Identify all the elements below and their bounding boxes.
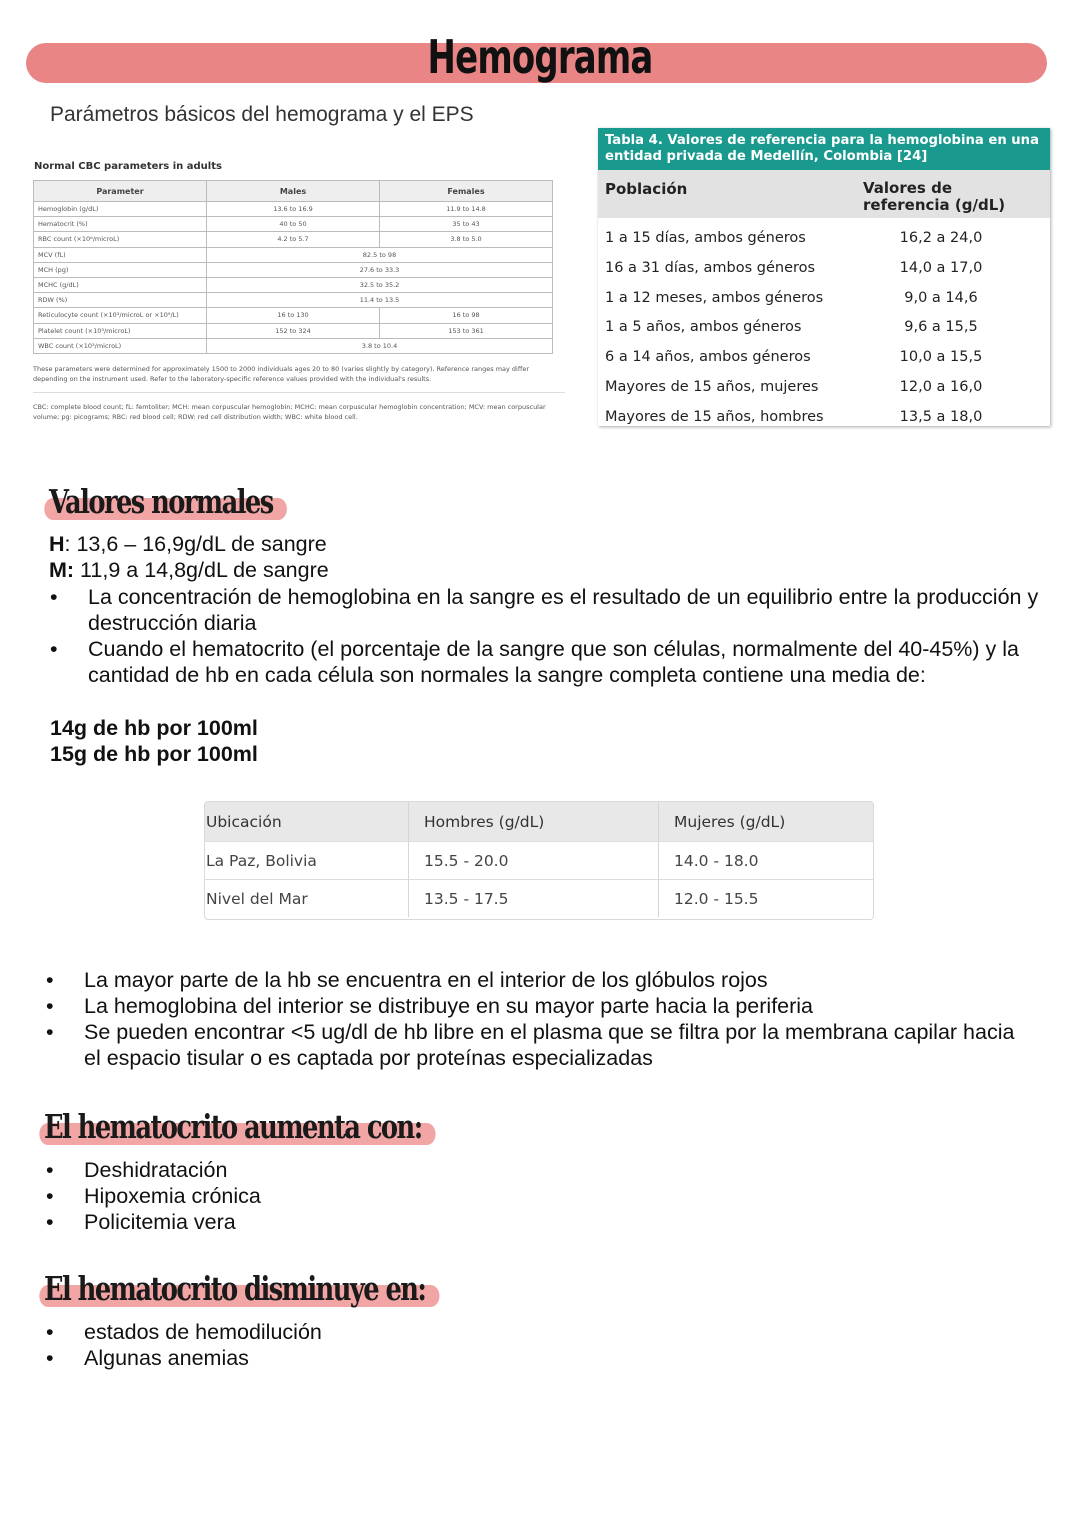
table-row (598, 312, 1050, 342)
alt-women: 12.0 - 15.5 (659, 880, 874, 918)
cbc-males: 13.6 to 16.9 (207, 202, 380, 217)
heading-text: El hematocrito aumenta con: (44, 1107, 422, 1146)
cbc-caption: Normal CBC parameters in adults (34, 161, 222, 172)
list-item: • La mayor parte de la hb se encuentra en el interior de los glóbulos rojos (46, 967, 1036, 993)
page-title: Hemograma (427, 30, 653, 84)
alt-women: 14.0 - 18.0 (659, 842, 874, 880)
cbc-param: Hematocrit (%) (34, 217, 207, 232)
tabla4-val: 16,2 a 24,0 (899, 230, 983, 246)
cbc-col-females: Females (380, 181, 553, 202)
cbc-param: MCV (fL) (34, 247, 207, 262)
cbc-both: 3.8 to 10.4 (207, 338, 553, 353)
table-row (34, 247, 553, 262)
tabla4-pop: 1 a 12 meses, ambos géneros (605, 289, 824, 306)
alt-men: 13.5 - 17.5 (409, 880, 659, 918)
cbc-males: 152 to 324 (207, 323, 380, 338)
list-item: • La hemoglobina del interior se distribuye en su mayor parte hacia la periferia (46, 993, 1036, 1019)
cbc-both: 11.4 to 13.5 (207, 293, 553, 308)
tabla4-col-values: Valores de referencia (g/dL) (863, 179, 1006, 214)
disminuye-heading (44, 1269, 425, 1308)
alt-location: La Paz, Bolivia (205, 842, 409, 880)
table-row (205, 880, 873, 918)
list-item: • Algunas anemias (46, 1345, 646, 1371)
table-row (34, 338, 553, 353)
cbc-param: RDW (%) (34, 293, 207, 308)
table-row (598, 253, 1050, 283)
tabla4-val: 9,6 a 15,5 (904, 319, 978, 336)
tabla4-pop: 1 a 5 años, ambos géneros (605, 319, 802, 336)
table-row (34, 232, 553, 247)
cbc-param: MCH (pg) (34, 262, 207, 277)
aumenta-heading (44, 1107, 422, 1146)
table-row (34, 308, 553, 323)
table-row (34, 202, 553, 217)
alt-col-location: Ubicación (205, 802, 409, 842)
cbc-param: RBC count (×10⁶/microL) (34, 232, 207, 247)
heading-text: El hematocrito disminuye en: (44, 1269, 426, 1308)
table-row (34, 262, 553, 277)
list-item: • La concentración de hemoglobina en la sangre es el resultado de un equilibrio entre la producción y destrucción diaria (50, 584, 1040, 636)
cbc-abbreviations: CBC: complete blood count; fL: femtoliter; MCH: mean corpuscular hemoglobin; MCHC: mean corpuscular hemoglobin concentration; MCV: mean corpuscular volume; pg: picograms; RBC: red blood cell; RDW: red cell distribution width; WBC: white blood cell. (33, 392, 565, 422)
tabla4-val: 12,0 a 16,0 (899, 378, 983, 395)
m-value: 11,9 a 14,8g/dL de sangre (74, 558, 329, 582)
cbc-both: 27.6 to 33.3 (207, 262, 553, 277)
cbc-param: MCHC (g/dL) (34, 277, 207, 292)
bold-line-1: 14g de hb por 100ml (50, 716, 258, 740)
cbc-param: Reticulocyte count (×10³/microL or ×10⁹/L) (34, 308, 207, 323)
table-row (205, 842, 873, 880)
valores-m (49, 557, 329, 584)
bold-line-2: 15g de hb por 100ml (50, 742, 258, 766)
table-row (34, 323, 553, 338)
tabla4-pop: Mayores de 15 años, mujeres (605, 378, 819, 395)
table-row (598, 223, 1050, 253)
table-row (34, 217, 553, 232)
cbc-param: Platelet count (×10³/microL) (34, 323, 207, 338)
h-label: H (49, 532, 65, 556)
cbc-males: 40 to 50 (207, 217, 380, 232)
tabla4-title: Tabla 4. Valores de referencia para la hemoglobina en una entidad privada de Medellín, Colombia [24] (598, 128, 1050, 170)
list-item: • Policitemia vera (46, 1209, 646, 1235)
table-row (598, 372, 1050, 402)
tabla4-val: 10,0 a 15,5 (899, 349, 983, 366)
hb-bullets (46, 967, 1036, 1071)
m-label: M: (49, 558, 75, 582)
cbc-males: 16 to 130 (207, 308, 380, 323)
list-item: • Deshidratación (46, 1157, 646, 1183)
cbc-both: 32.5 to 35.2 (207, 277, 553, 292)
tabla4-pop: 16 a 31 días, ambos géneros (605, 259, 816, 276)
table-row (34, 293, 553, 308)
table-row (598, 283, 1050, 313)
cbc-note: These parameters were determined for approximately 1500 to 2000 individuals ages 20 to 80 (varies slightly by category). Reference ranges may differ depending on the instrument used. Refer to the laboratory-specific reference values provided with the individual's results. (33, 364, 530, 383)
list-item: • estados de hemodilución (46, 1319, 646, 1345)
tabla4-pop: Mayores de 15 años, hombres (605, 408, 824, 425)
tabla4-pop: 6 a 14 años, ambos géneros (605, 349, 811, 366)
alt-location: Nivel del Mar (205, 880, 409, 918)
valores-bullets (50, 584, 1040, 688)
cbc-col-males: Males (207, 181, 380, 202)
cbc-males: 4.2 to 5.7 (207, 232, 380, 247)
aumenta-list (46, 1157, 646, 1235)
cbc-females: 153 to 361 (380, 323, 553, 338)
cbc-col-parameter: Parameter (34, 181, 207, 202)
disminuye-list (46, 1319, 646, 1371)
cbc-param: WBC count (×10³/microL) (34, 338, 207, 353)
list-item: • Hipoxemia crónica (46, 1183, 646, 1209)
list-item: • Se pueden encontrar <5 ug/dl de hb libre en el plasma que se filtra por la membrana capilar hacia el espacio tisular o es captada por proteínas especializadas (46, 1019, 1036, 1071)
reference-values-table (598, 128, 1050, 426)
tabla4-col-population: Población (605, 180, 688, 198)
tabla4-val: 9,0 a 14,6 (904, 289, 978, 306)
table-row (598, 342, 1050, 372)
cbc-table (33, 180, 553, 354)
cbc-females: 3.8 to 5.0 (380, 232, 553, 247)
alt-col-men: Hombres (g/dL) (409, 802, 659, 842)
cbc-param: Hemoglobin (g/dL) (34, 202, 207, 217)
valores-h (49, 531, 327, 558)
tabla4-val: 14,0 a 17,0 (899, 259, 983, 276)
tabla4-val: 13,5 a 18,0 (899, 408, 983, 425)
list-item: • Cuando el hematocrito (el porcentaje de la sangre que son células, normalmente del 40-45%) y la cantidad de hb en cada célula son normales la sangre completa contiene una media de: (50, 636, 1040, 688)
alt-men: 15.5 - 20.0 (409, 842, 659, 880)
alt-col-women: Mujeres (g/dL) (659, 802, 874, 842)
cbc-females: 11.9 to 14.8 (380, 202, 553, 217)
cbc-both: 82.5 to 98 (207, 247, 553, 262)
altitude-table (204, 801, 874, 920)
table-row (34, 277, 553, 292)
tabla4-header (598, 170, 1050, 218)
cbc-parameters-figure (33, 157, 565, 444)
h-value: : 13,6 – 16,9g/dL de sangre (64, 532, 327, 556)
valores-normales-heading (49, 482, 273, 521)
cbc-females: 35 to 43 (380, 217, 553, 232)
cbc-females: 16 to 98 (380, 308, 553, 323)
heading-text: Valores normales (49, 482, 273, 521)
tabla4-pop: 1 a 15 días, ambos géneros (605, 230, 806, 246)
table-row (598, 402, 1050, 432)
page-subtitle: Parámetros básicos del hemograma y el EPS (50, 103, 474, 126)
